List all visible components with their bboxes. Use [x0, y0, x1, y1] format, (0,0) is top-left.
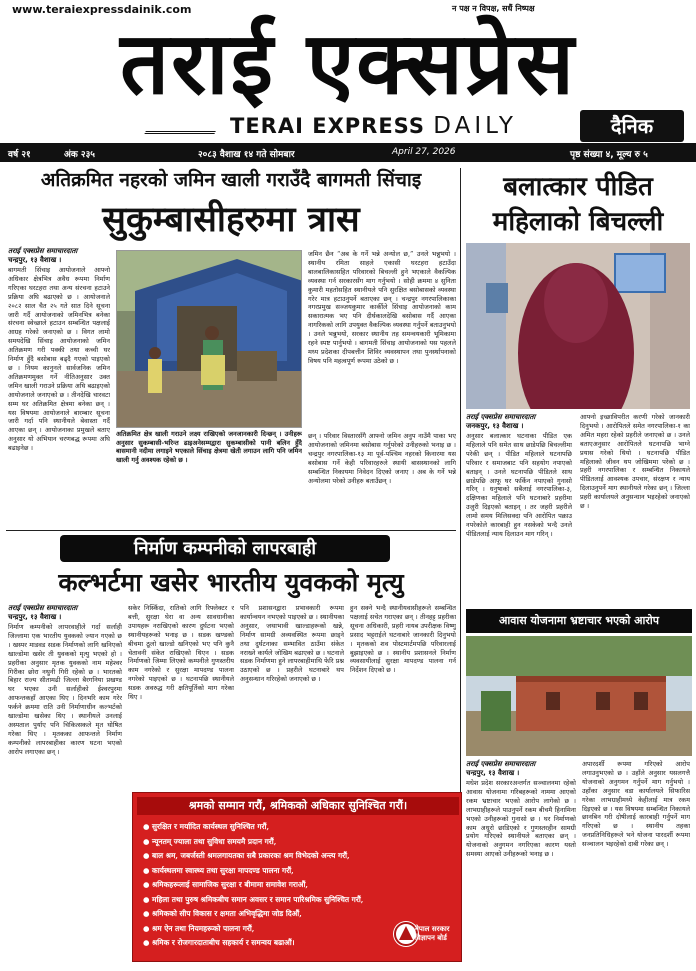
story3-byline: तराई एक्सप्रेस समाचारदाता — [8, 604, 78, 612]
masthead-decoration — [144, 110, 225, 134]
story1-headline: सुकुम्बासीहरुमा त्रास — [102, 200, 360, 240]
story3-column-3: पनि प्रशासनद्वारा प्रभावकारी रूपमा कार्यान्वयन नभएको पाइएको छ । स्थानीयका अनुसार, जथाभावी खाल्डाहरूको खन्ने, निर्माण सामग्री अव्यवस्थित रूपमा छाड्ने तथा दुर्घटनाका सम्भावित ठाउँमा संकेत नराख्ने कार्यले जोखिम बढाएको छ । घटनाले सडक निर्माणमा हुने लापरबाहीमाथि फेरि प्रश्न उठाएको छ । प्रहरीले घटनाबारे थप अनुसन्धान गरिरहेको जनाएको छ । — [240, 604, 344, 684]
labor-ad-item: ● श्रमिक र रोजगारदाताबीच सहकार्य र समन्वय बढाऔं। — [143, 938, 295, 947]
labor-ad-item: ● सुरक्षित र मर्यादित कार्यस्थल सुनिश्चित गरौं, — [143, 822, 270, 831]
story2-byline: तराई एक्सप्रेस समाचारदाता — [466, 413, 536, 421]
story3-column-2: सकेर निस्किँदा, रातिको लागि रिफ्लेक्टर र बत्ती, सुरक्षा घेरा वा अन्य सावधानीका उपायहरू नराखिएको कारण दुर्घटना भएको स्थानीयहरूको भनाइ छ । सडक खण्डको बीचमा ठूलो खाल्डो खनिएको भए पनि कुनै चेतावनी संकेत राखिएको थिएन । सडक निर्माणको जिम्मा लिएको कम्पनीले गुणस्तरीय काम नगरेको र सुरक्षा मापदण्ड पालना नगरेको पाइएको छ । घटनापछि स्थानीयले सडक अवरुद्ध गरी क्षतिपूर्तिको माग गरेका थिए । — [128, 604, 234, 702]
story4-column-2: अपारदर्शी रूपमा गरिएको आरोप लगाउनुभएको छ । उहाँले अनुसार यसलगत्तै योजनाको अनुगमन गर्नुपर्ने माग गर्नुभयो । उहाँका अनुसार वडा कार्यालयले सिफारिस गरेका लाभग्राहीमध्ये केहीलाई मात्र रकम दिइएको छ । यस विषयमा सम्बन्धित निकायले छानबिन गरी दोषीलाई कारबाही गर्नुपर्ने माग गरिएको छ । स्थानीय तहका जनप्रतिनिधिहरूले भने योजना पारदर्शी रूपमा सञ्चालन भइरहेको दाबी गरेका छन् । — [582, 760, 690, 849]
story1-byline: तराई एक्सप्रेस समाचारदाता — [8, 247, 78, 255]
story4-headline: आवास योजनामा भ्रष्टाचार भएको आरोप — [466, 609, 692, 633]
labor-ad-item: ● श्रम ऐन तथा नियमहरूको पालना गरौं, — [143, 923, 255, 933]
date-english: April 27, 2026 — [392, 147, 456, 157]
english-title-main: TERAI EXPRESS — [230, 114, 425, 138]
story3-dateline: चन्द्रपुर, १३ वैशाख । — [8, 613, 62, 621]
labor-ad-item: ● महिला तथा पुरुष श्रमिकबीच समान अवसर र समान पारिश्रमिक सुनिश्चित गरौं, — [143, 894, 364, 904]
labor-ad-item: ● न्यूनतम् ज्याला तथा सुविधा समयमै प्रदान गरौं, — [143, 836, 277, 846]
story4-photo — [466, 636, 692, 756]
story4-dateline: चन्द्रपुर, १३ वैशाख । — [466, 769, 520, 777]
date-nepali: २०८३ वैशाख १४ गते सोमबार — [198, 150, 295, 160]
story4-photo-image — [466, 636, 692, 756]
labor-ad-org — [415, 925, 450, 943]
english-title — [230, 113, 517, 139]
labor-ad-list — [143, 820, 393, 951]
labor-ad-item: ● श्रमिकको सीप विकास र क्षमता अभिवृद्धिमा जोड दिऔं, — [143, 909, 302, 918]
website-url[interactable]: www.teraiexpressdainik.com — [12, 3, 192, 16]
story1-photo-image — [117, 251, 302, 428]
labor-day-ad — [132, 792, 462, 962]
story2-photo — [466, 243, 690, 409]
story4-column-1: मधेश प्रदेश सरकारअन्तर्गत सञ्चालनमा रहेको आवास योजनामा गरिबहरूको नाममा आएको रकम भ्रष्टाचार भएको आरोप लागेको छ । लाभग्राहीहरूले पाउनुपर्ने रकम बीचमै हिनामिना भएको उनीहरूको गुनासो छ । घर निर्माणको काम अधुरो छाडिएको र गुणस्तरहीन सामग्री प्रयोग गरिएको स्थानीयले बताएका छन् । योजनाको अनुगमन नगरिएका कारण यस्तो समस्या आएको उनीहरूको भनाइ छ । — [466, 779, 576, 859]
dainik-badge: दैनिक — [580, 110, 684, 142]
story3-column-1: निर्माण कम्पनीको लापरवाहीले गर्दा सर्लाही जिल्लामा एक भारतीय युवकको ज्यान गएको छ । खस्पर माडवड सडक निर्माणको लागि खनिएको खाल्डोमा खसेर ती युवकको मृत्यु भएको हो । प्रहरीका अनुसार मृतक युवकको नाम महेश्वर गिरीका छोरा नथुनी गिरी रहेको छ । भारतको बिहार राज्य सीतामढी जिल्ला बैरगनिया प्रखण्ड घर भएका उनी सर्लाहीको ईश्वरपुरमा आफन्तकहाँ आएका थिए । दिनभरि काम गरेर फर्कने क्रममा राति उनी निर्माणाधीन कल्भर्टको खाल्डोमा खसेका थिए । स्थानीयले उनलाई अस्पताल पुर्याए पनि चिकित्सकले मृत घोषित गरेका थिए । मृतकका आफन्तले निर्माण कम्पनीको लापरबाहीका कारण घटना भएको आरोप लगाएका छन् । — [8, 623, 122, 756]
labor-ad-item: ● बाल श्रम, जबर्जस्ती श्रमलगायतका सबै प्रकारका श्रम विभेदको अन्त्य गरौं, — [143, 851, 350, 860]
story2-column-2: आफ्नो इच्छाविपरीत करणी गरेको जानकारी दिनुभयो । आरोपितले समेत नगरपालिका-१ का अमित महरा रहेको प्रहरीले जनाएको छ । उनले बताएअनुसार आरोपितले घटनापछि भाग्ने प्रयास गरेको थियो । घटनापछि पीडित महिलाको जीवन थप जोखिममा परेको छ । प्रहरी नगरपालिका र सम्बन्धित निकायले पीडितलाई आवश्यक उपचार, संरक्षण र न्याय दिलाउनुपर्ने माग स्थानीयले गरेका छन् । जिल्ला प्रहरी कार्यालयले अनुसन्धान भइरहेको जनाएको छ । — [580, 413, 690, 511]
story2-dateline: जनकपुर, १३ वैशाख । — [466, 422, 524, 430]
story4-byline: तराई एक्सप्रेस समाचारदाता — [466, 760, 536, 768]
newspaper-title: तराई एक्सप्रेस — [120, 14, 576, 114]
labor-ad-title: श्रमको सम्मान गरौं, श्रमिकको अधिकार सुनिश्चित गरौं। — [137, 797, 459, 815]
story1-column-1: बागमती सिंचाइ आयोजनाले आफ्नो अधिकार क्षेत्रभित्र अवैध रूपमा निर्माण गरिएका घरटहरा तथा अन्य संरचना हटाउने प्रक्रिया अघि बढाएको छ । आयोजनाले २०८२ साल चैत २५ गते सात दिने सूचना जारी गर्दै आयोजनाको जमिनभित्र बनेका संरचना स्वेच्छाले हटाउन सम्बन्धित पक्षलाई आग्रह गरेको जनाएको छ । विगत लामो समयदेखि सिंचाइ आयोजनाको जमिन अतिक्रमण गरी पक्की तथा कच्ची घर निर्माण हुँदै बसोबास बढ्दै गएको पाइएको छ । नियम कानुनले सार्वजनिक जमिन अतिक्रमणमुक्त गर्ने नीतिअनुसार उक्त जमिन खाली गराउने प्रक्रिया अघि बढाइएको आयोजनाले जनाएको छ । तीनदेखि चारवटा सम्म घर अतिक्रमित क्षेत्रमा बनेका छन् । यस विषयमा आयोजनाले बारम्बार सूचना जारी गर्दा पनि स्थानीयले बेवास्ता गर्दै आएका छन् । आयोजनाका प्रमुखले बताए अनुसार यो अभियान चरणबद्ध रूपमा अघि बढाइनेछ । — [8, 266, 110, 453]
story2-column-1: अनुसार बलात्कार घटनाका पीडित एक महिलाले पनि समेत साथ छाडेपछि बिचल्लीमा परेकी छन् । पीडित महिलाले घटनापछि परिवार र समाजबाट पनि सहयोग नपाएको बताइन् । उनले घटनापछि पीडितले साथ छाडेपछि आफू घर फर्किन नपाएको गुनासो गरिन् । धनुषाको सबैलाई नगरपालिका-३, दक्षिणका महिलाले पनि घटनाबारे प्रहरीमा उजुरी दिइएको बताइन् । तर जहरी प्रहरीले लामो समय मिलिसक्दा पनि आरोपित पक्राउ नपरेकोले कारबाही हुन नसकेको भन्दै उनले पीडितलाई न्याय दिलाउन माग गरिन् । — [466, 432, 572, 538]
story2-headline-line1: बलात्कार पीडित — [503, 172, 653, 202]
story3-column-4: हुन सक्ने भन्दै स्थानीयवासीहरूले सम्बन्धित पक्षलाई सचेत गराएका छन् । तीनहट्ट प्रहरीका सूचना अधिकारी, प्रहरी नायब उपरीक्षक विष्णु प्रसाद भट्टराईले घटनाबारे जानकारी दिनुभयो । मृतकको शव पोस्टमार्टमपछि परिवारलाई बुझाइएको छ । स्थानीय प्रशासनले निर्माण व्यवसायीलाई सुरक्षा मापदण्ड पालना गर्न निर्देशन दिएको छ । — [350, 604, 456, 675]
pages-price: पृष्ठ संख्या ४, मूल्य रु ५ — [570, 150, 648, 160]
volume: वर्ष २१ — [8, 150, 31, 160]
labor-ad-item: ● कार्यस्थलमा स्वास्थ्य तथा सुरक्षा मापदण्ड पालना गरौं, — [143, 865, 294, 875]
section-divider — [6, 530, 456, 531]
story1-column-3: छन् । परिवार विस्तारसँगै आफ्नो जमिन अनुप नाउँमै पाका भए आयोजनाको जमिनमा बसोबास गर्नुपरेको उनीहरुको भनाइ छ । चन्द्रपुर नगरपालिका-१३ मा पूर्व-पश्चिम नहरको किनारमा यस बसोबास गर्ने केही परिवारहरुले स्थायी बासस्थानको लागि सम्बन्धित निकायमा निवेदन दिएको जनाए । अब के गर्ने भन्ने अन्योलमा परेको उनीहरु बताउँछन् । — [308, 432, 456, 485]
story2-photo-image — [466, 243, 690, 409]
story1-kicker: अतिक्रमित नहरको जमिन खाली गराउँदै बागमती सिंचाइ — [40, 169, 422, 191]
slogan: न पक्ष न विपक्ष, सधैं निष्पक्ष — [452, 4, 535, 13]
english-title-daily: DAILY — [433, 113, 517, 139]
story2-headline-line2: महिलाको बिचल्ली — [492, 207, 664, 237]
story1-photo — [116, 250, 302, 428]
masthead — [0, 0, 696, 143]
story1-column-2: जमिन छैन “अब के गर्ने भन्ने अन्योल छ,” उनले भन्नुभयो । स्थानीय रमिता साहले एकासी घरटहरा हटाउँदा बालबालिकासहित परिवारको बिचल्ली हुने भएकाले वैकल्पिक व्यवस्था गर्न सरकारसँग माग गर्नुभयो । सोही क्रममा ४ सुनिता कुमारी महतोसहित स्थानीयले पनि सुरक्षित बसोबासको व्यवस्था गरेर मात्र हटाउनुपर्ने बताएका छन् । चन्द्रपुर नगरपालिकाका नगरप्रमुख सञ्जयकुमार कार्कीले सिंचाइ आयोजनाको काम सकारात्मक भए पनि दीर्घकालदेखि बसोबास गर्दै आएका नागरिकको लागि उपयुक्त वैकल्पिक व्यवस्था गर्नुपर्ने बताउनुभयो । उनले भन्नुभयो, सरकार स्थानीय तह समन्वयकारी भूमिकामा रहने स्पष्ट पार्नुभयो । बागमती सिंचाइ आयोजनाको यस पहलले मध्य प्रदेशका दीपबत्तीन शिविर व्यवस्थापन तथा पुनर्स्थापनाको विषय पनि महत्वपूर्ण रूपमा उठेको छ । — [308, 250, 456, 365]
labor-ad-item: ● श्रमिकहरूलाई सामाजिक सुरक्षा र बीमामा समावेश गराऔं, — [143, 880, 308, 889]
story1-caption: अतिक्रमित क्षेत्र खाली गराउने लक्ष्य राखिएको जनजानकारी दिन्छन् । उनीहरू अनुसार सुकम्बासी-भरिन्त ढाइअनेसम्मद्वारा सुकम्बासीको पानी बलिन हुँदै बासमानी नदीमा लगाइने भएकाले सिंचाइ क्षेत्रमा खेती लगाउन लागि पनि जमिन खाली गर्नु अवश्यक रहेको छ । — [116, 430, 302, 464]
story1-dateline: चन्द्रपुर, १३ वैशाख । — [8, 256, 62, 264]
labor-ad-org-line2: विज्ञापन बोर्ड — [415, 934, 447, 942]
issue: अंक २३५ — [64, 150, 95, 160]
story3-headline: कल्भर्टमा खसेर भारतीय युवकको मृत्यु — [58, 568, 404, 597]
labor-ad-org-line1: नेपाल सरकार — [415, 925, 450, 933]
story3-kicker: निर्माण कम्पनीको लापरबाही — [60, 535, 390, 562]
info-bar — [0, 143, 696, 162]
